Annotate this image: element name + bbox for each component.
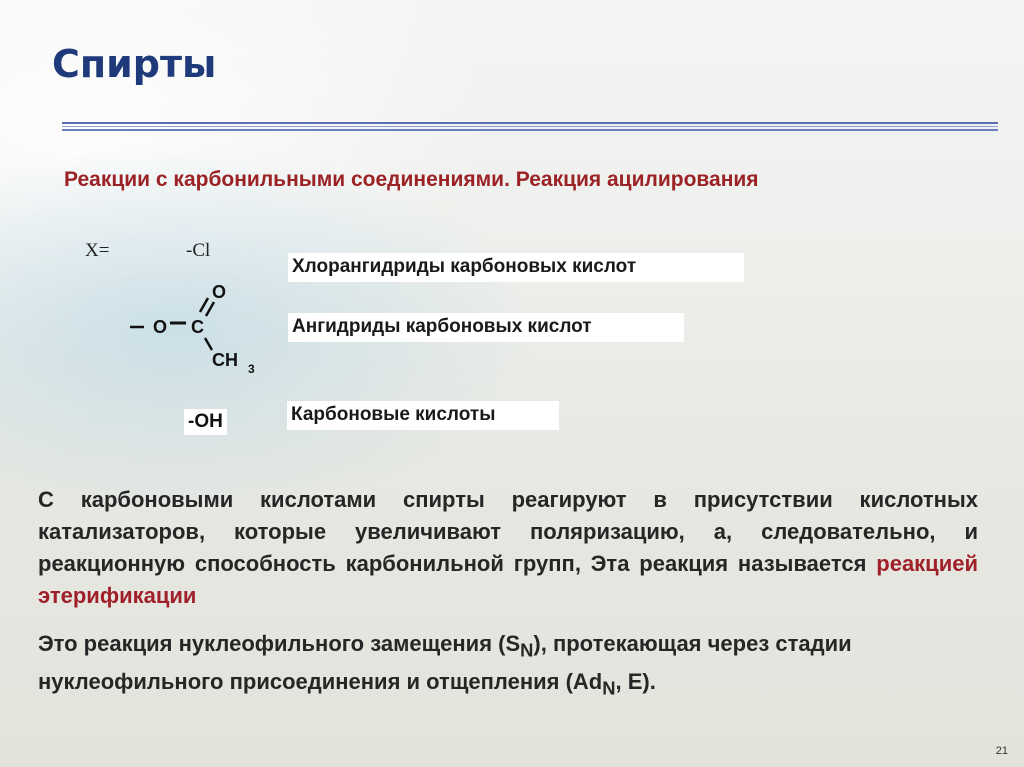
methyl-group: CH (212, 350, 238, 370)
esterification-paragraph (38, 484, 978, 612)
carbon-atom: C (191, 317, 204, 337)
esterification-term: реакцией этерификации (38, 551, 978, 608)
carboxylic-acids-label: Карбоновые кислоты (287, 401, 559, 430)
sn-subscript: N (520, 639, 534, 661)
hydroxyl-group: -OH (184, 409, 227, 435)
page-number: 21 (995, 745, 1008, 757)
mechanism-paragraph (38, 628, 978, 705)
slide-subtitle: Реакции с карбонильными соединениями. Реакция ацилирования (64, 168, 759, 191)
anhydrides-label: Ангидриды карбоновых кислот (288, 313, 684, 342)
title-divider (62, 122, 998, 124)
acyl-chlorides-label: Хлорангидриды карбоновых кислот (288, 253, 744, 282)
chloride-group: -Cl (186, 240, 211, 261)
slide-title: Спирты (52, 42, 217, 86)
mechanism-text-3: , E). (615, 669, 656, 695)
anhydride-group-structure (120, 276, 270, 381)
esterification-text: С карбоновыми кислотами спирты реагируют в присутствии кислотных катализаторов, которые увеличивают поляризацию, а, следовательно, и реакционную способность карбонильной групп, Эта реакция называется (38, 487, 978, 576)
mechanism-text-2: ), протекающая через стадии нуклеофильного присоединения и отщепления (Ad (38, 631, 852, 695)
title-divider-bottom (62, 129, 998, 131)
methyl-subscript: 3 (248, 362, 255, 376)
mechanism-text-1: Это реакция нуклеофильного замещения (S (38, 631, 521, 656)
oxygen-atom: O (153, 317, 168, 337)
title-divider-thin (62, 126, 998, 127)
x-equals-label: X= (85, 240, 110, 261)
carbonyl-oxygen: O (212, 282, 227, 302)
adn-subscript: N (602, 677, 616, 699)
